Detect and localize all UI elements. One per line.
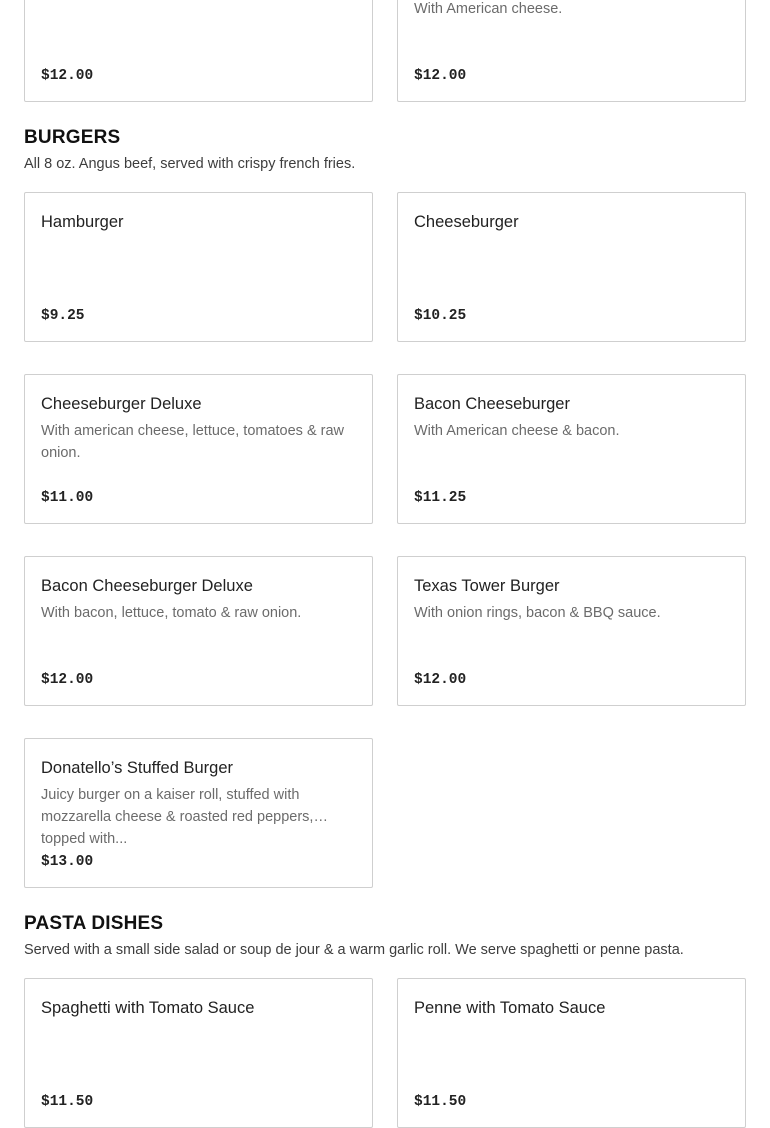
menu-item-name: Bacon Cheeseburger Deluxe: [41, 577, 253, 595]
menu-item-description: With bacon, lettuce, tomato & raw onion.: [41, 605, 302, 621]
menu-item-card[interactable]: [397, 556, 746, 706]
menu-item-card[interactable]: [24, 374, 373, 524]
menu-item-price: $12.00: [414, 672, 467, 688]
menu-item-card[interactable]: [397, 192, 746, 342]
menu-item-name: Bacon Cheeseburger: [414, 395, 570, 413]
menu-item-card[interactable]: [24, 978, 373, 1128]
menu-item-price: $10.25: [414, 308, 467, 324]
menu-item-description: With American cheese & bacon.: [414, 423, 620, 439]
menu-item-name: Penne with Tomato Sauce: [414, 999, 606, 1017]
menu-item-price: $11.50: [41, 1094, 94, 1110]
menu-item-description: With American cheese.: [414, 1, 563, 17]
menu-item-price: $12.00: [414, 68, 467, 84]
burgers-section: [24, 126, 746, 174]
menu-item-card[interactable]: [397, 374, 746, 524]
menu-item-card[interactable]: [397, 0, 746, 102]
menu-item-price: $12.00: [41, 68, 94, 84]
menu-item-description: With american cheese, lettuce, tomatoes & raw onion.: [41, 423, 345, 461]
menu-item-name: Hamburger: [41, 213, 124, 231]
menu-item-name: Texas Tower Burger: [414, 577, 560, 595]
menu-item-card[interactable]: [24, 738, 373, 888]
menu-item-name: Cheeseburger Deluxe: [41, 395, 202, 413]
pasta-section: [24, 912, 746, 960]
menu-item-price: $11.00: [41, 490, 94, 506]
section-title: PASTA DISHES: [24, 913, 164, 934]
menu-item-card[interactable]: [24, 192, 373, 342]
menu-item-name: Donatello’s Stuffed Burger: [41, 759, 234, 777]
section-title: BURGERS: [24, 127, 121, 148]
menu-item-description: With onion rings, bacon & BBQ sauce.: [414, 605, 661, 621]
section-description: Served with a small side salad or soup de jour & a warm garlic roll. We serve spaghetti or penne pasta.: [24, 942, 684, 958]
menu-item-name: Cheeseburger: [414, 213, 519, 231]
menu-item-name: Spaghetti with Tomato Sauce: [41, 999, 255, 1017]
menu-item-description: Juicy burger on a kaiser roll, stuffed with mozzarella cheese & roasted red peppers, topped with...: [41, 787, 314, 847]
section-description: All 8 oz. Angus beef, served with crispy french fries.: [24, 156, 356, 172]
menu-item-price: $11.25: [414, 490, 467, 506]
menu-item-card[interactable]: [397, 978, 746, 1128]
menu-item-price: $9.25: [41, 308, 85, 324]
menu-item-price: $11.50: [414, 1094, 467, 1110]
menu-item-price: $13.00: [41, 854, 94, 870]
menu-item-card[interactable]: [24, 0, 373, 102]
menu-item-card[interactable]: [24, 556, 373, 706]
menu-item-price: $12.00: [41, 672, 94, 688]
